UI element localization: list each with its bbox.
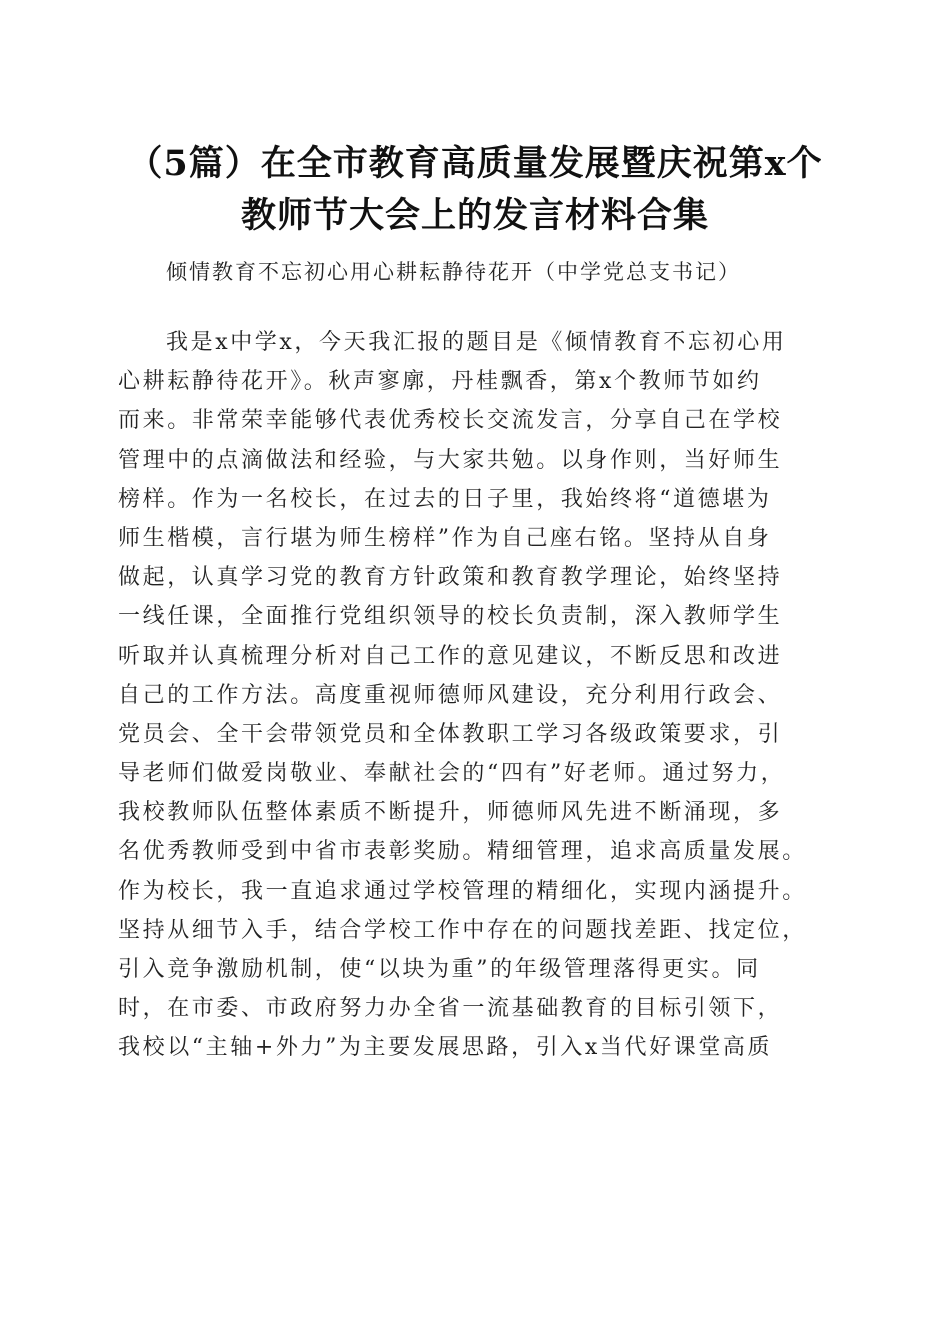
body-line: 名优秀教师受到中省市表彰奖励。精细管理，追求高质量发展。 — [118, 839, 807, 865]
document-title — [80, 138, 870, 242]
body-line: 师生楷模，言行堪为师生榜样”作为自己座右铭。坚持从自身 — [118, 525, 772, 551]
body-line: 心耕耘静待花开》。秋声寥廓，丹桂飘香，第x个教师节如约 — [118, 369, 762, 395]
body-line: 听取并认真梳理分析对自己工作的意见建议，不断反思和改进 — [118, 643, 783, 669]
body-text — [118, 323, 838, 1068]
body-line: 作为校长，我一直追求通过学校管理的精细化，实现内涵提升。 — [118, 878, 807, 904]
body-line: 坚持从细节入手，结合学校工作中存在的问题找差距、找定位， — [118, 917, 807, 943]
body-line: 一线任课，全面推行党组织领导的校长负责制，深入教师学生 — [118, 604, 783, 630]
body-line: 我是x中学x，今天我汇报的题目是《倾情教育不忘初心用 — [166, 330, 787, 355]
body-line: 榜样。作为一名校长，在过去的日子里，我始终将“道德堪为 — [118, 486, 772, 512]
body-line: 自己的工作方法。高度重视师德师风建设，充分利用行政会、 — [118, 682, 783, 708]
body-line: 而来。非常荣幸能够代表优秀校长交流发言，分享自己在学校 — [118, 408, 783, 434]
body-line: 我校以“主轴+外力”为主要发展思路，引入x当代好课堂高质 — [118, 1035, 773, 1061]
body-line: 我校教师队伍整体素质不断提升，师德师风先进不断涌现，多 — [118, 800, 783, 826]
body-line: 引入竞争激励机制，使“以块为重”的年级管理落得更实。同 — [118, 957, 761, 982]
title-line-1: （5篇）在全市教育高质量发展暨庆祝第x个 — [127, 143, 823, 184]
speech-subtitle: 倾情教育不忘初心用心耕耘静待花开（中学党总支书记） — [166, 260, 741, 284]
body-line: 做起，认真学习党的教育方针政策和教育教学理论，始终坚持 — [118, 565, 783, 591]
title-line-2: 教师节大会上的发言材料合集 — [240, 195, 709, 236]
body-line: 党员会、全干会带领党员和全体教职工学习各级政策要求，引 — [118, 721, 783, 747]
body-line: 时，在市委、市政府努力办全省一流基础教育的目标引领下， — [118, 996, 783, 1022]
body-line: 导老师们做爱岗敬业、奉献社会的“四有”好老师。通过努力， — [118, 761, 786, 787]
body-line: 管理中的点滴做法和经验，与大家共勉。以身作则，当好师生 — [118, 447, 783, 473]
